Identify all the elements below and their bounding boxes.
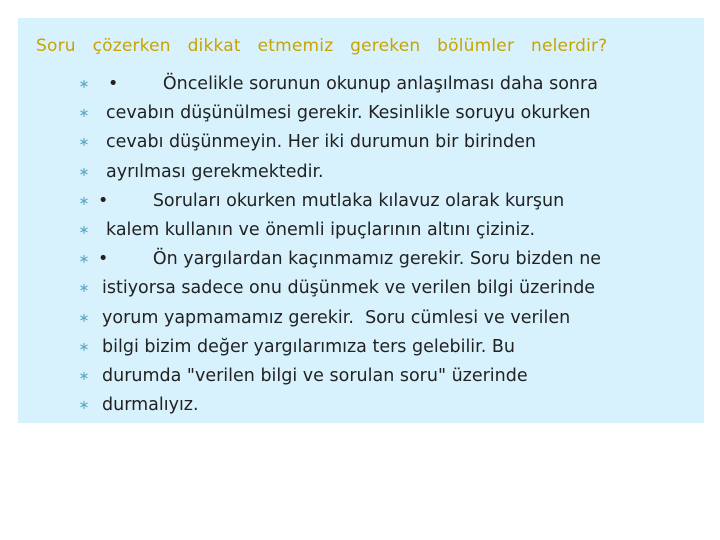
list-item-text: durumda "verilen bilgi ve sorulan soru" üzerinde [102,365,528,386]
asterisk-bullet-icon: ∗ [78,77,90,92]
asterisk-bullet-icon: ∗ [78,368,90,384]
asterisk-bullet-icon: ∗ [78,193,90,209]
list-item-text: • Ön yargılardan kaçınmamız gerekir. Soru bizden ne [98,249,602,270]
list-item-text: ayrılması gerekmektedir. [106,161,324,182]
asterisk-bullet-icon: ∗ [78,398,90,414]
asterisk-bullet-icon: ∗ [78,222,90,238]
list-item-text: istiyorsa sadece onu düşünmek ve verilen bilgi üzerinde [102,278,596,299]
asterisk-bullet-icon: ∗ [78,135,90,151]
slide-title: Soru çözerken dikkat etmemiz gereken bölümler nelerdir? [36,36,608,56]
asterisk-bullet-icon: ∗ [78,310,90,326]
asterisk-bullet-icon: ∗ [78,106,90,122]
asterisk-bullet-icon: ∗ [78,281,90,297]
asterisk-bullet-icon: ∗ [78,164,90,180]
list-item-text: cevabın düşünülmesi gerekir. Kesinlikle soruyu okurken [106,103,591,124]
list-item-text: cevabı düşünmeyin. Her iki durumun bir birinden [106,132,536,153]
list-item-text: kalem kullanın ve önemli ipuçlarının altını çiziniz. [106,219,536,240]
asterisk-bullet-icon: ∗ [78,252,90,268]
list-item-text: • Öncelikle sorunun okunup anlaşılması daha sonra [108,74,598,94]
list-item-text: durmalıyız. [102,395,199,416]
list-item-text: yorum yapmamamız gerekir. Soru cümlesi ve verilen [102,307,571,328]
asterisk-bullet-icon: ∗ [78,339,90,355]
list-item-text: • Soruları okurken mutlaka kılavuz olarak kurşun [98,190,565,211]
list-item-text: bilgi bizim değer yargılarımıza ters gelebilir. Bu [102,336,515,357]
